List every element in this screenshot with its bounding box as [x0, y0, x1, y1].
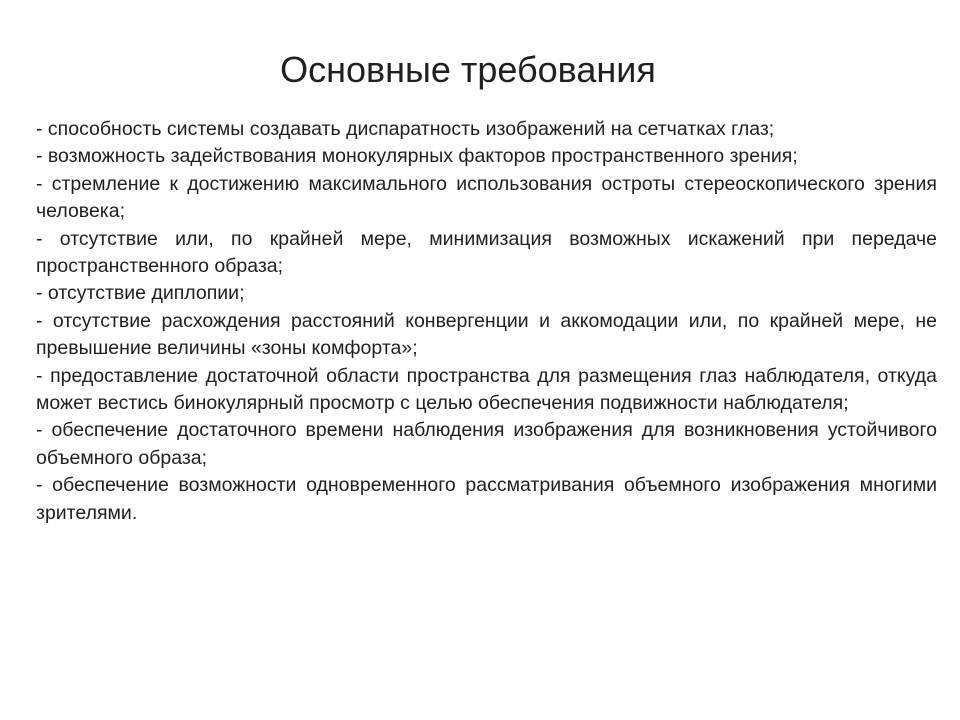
- slide-title: Основные требования: [280, 49, 656, 90]
- list-item: - способность системы создавать диспаратность изображений на сетчатках глаз;: [36, 118, 775, 140]
- list-item: - обеспечение достаточного времени наблюдения изображения для возникновения устойчивого объемного образа;: [36, 419, 937, 469]
- requirements-list: [36, 116, 937, 527]
- list-item: - возможность задействования монокулярных факторов пространственного зрения;: [36, 145, 798, 168]
- list-item: - обеспечение возможности одновременного рассматривания объемного изображения многими зрителями.: [36, 474, 937, 524]
- list-item: - отсутствие диплопии;: [36, 282, 245, 305]
- list-item: - предоставление достаточной области пространства для размещения глаз наблюдателя, откуда может вестись бинокулярный просмотр с целью обеспечения подвижности наблюдателя;: [36, 364, 937, 415]
- list-item: - отсутствие расхождения расстояний конвергенции и аккомодации или, по крайней мере, не превышение величины «зоны комфорта»;: [36, 309, 937, 360]
- list-item: - стремление к достижению максимального использования остроты стереоскопического зрения человека;: [36, 172, 937, 223]
- list-item: - отсутствие или, по крайней мере, минимизация возможных искажений при передаче пространственного образа;: [36, 227, 937, 278]
